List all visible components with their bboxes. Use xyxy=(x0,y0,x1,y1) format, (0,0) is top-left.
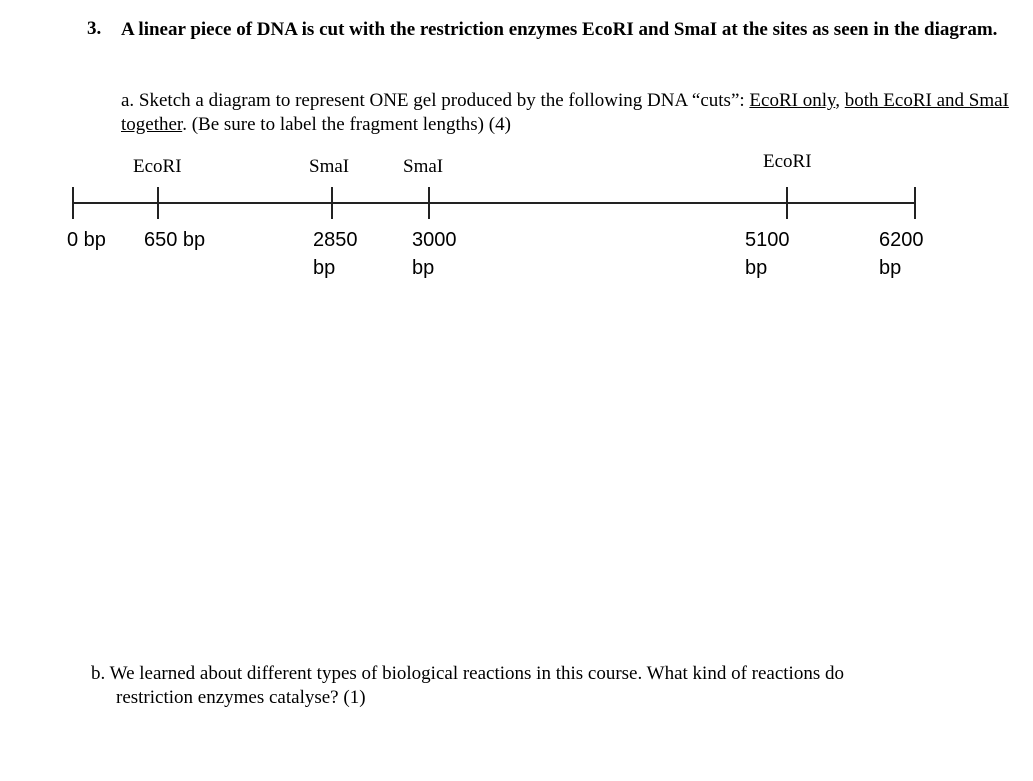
enzyme-label-smai-1: SmaI xyxy=(309,156,350,177)
enzyme-label-ecori-1: EcoRI xyxy=(133,156,182,177)
part-b-question xyxy=(91,662,991,710)
question-text: A linear piece of DNA is cut with the restriction enzymes EcoRI and SmaI at the sites as seen in the diagram. xyxy=(121,19,998,40)
enzyme-label-smai-2: SmaI xyxy=(403,156,444,177)
position-label-3000bp: 3000 bp xyxy=(412,229,457,279)
part-a-cut-both: both EcoRI and SmaI together xyxy=(121,90,1009,135)
enzyme-label-ecori-2: EcoRI xyxy=(763,151,812,172)
position-label-6200bp: 6200 bp xyxy=(879,229,924,279)
part-b-line-2: restriction enzymes catalyse? (1) xyxy=(116,687,366,708)
part-a-suffix: . (Be sure to label the fragment lengths) (4) xyxy=(182,114,511,135)
part-a-separator: , xyxy=(835,90,845,111)
part-b-line-1: b. We learned about different types of biological reactions in this course. What kind of reactions do xyxy=(91,663,844,684)
position-label-650bp: 650 bp xyxy=(144,229,206,251)
part-a-cut-ecori-only: EcoRI only xyxy=(749,90,836,111)
position-label-2850bp: 2850 bp xyxy=(313,229,358,279)
position-label-5100bp: 5100 bp xyxy=(745,229,790,279)
question-number: 3. xyxy=(87,18,102,39)
part-a-prefix: a. Sketch a diagram to represent ONE gel produced by the following DNA “cuts”: xyxy=(121,90,750,111)
position-label-0bp: 0 bp xyxy=(67,229,106,251)
